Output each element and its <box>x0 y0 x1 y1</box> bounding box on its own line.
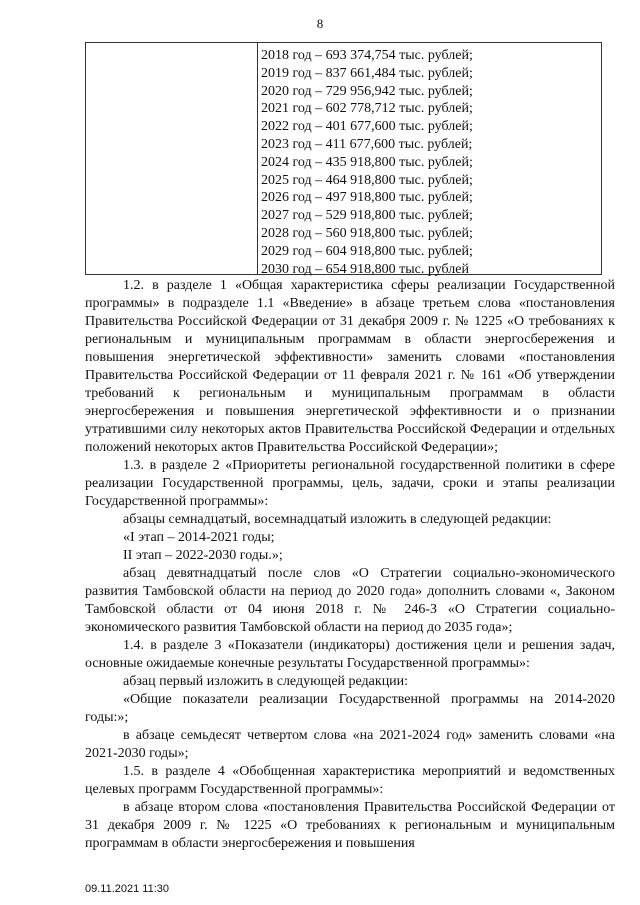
paragraph: «Общие показатели реализации Государственной программы на 2014-2020 годы:»; <box>85 692 615 725</box>
paragraph: 1.2. в разделе 1 «Общая характеристика сферы реализации Государственной программы» в подразделе 1.1 «Введение» в абзаце третьем слова «постановления Правительства Российской Федерации от 31 декабря 2009 г. № 1225 «О требованиях к региональным и муниципальным программам в области энергосбережения и повышения энергетической эффективности» заменить словами «постановления Правительства Российской Федерации от 11 февраля 2021 г. № 161 «Об утверждении требований к региональным и муниципальным программам в области энергосбережения и повышения энергетической эффективности и о признании утратившими силу некоторых актов Правительства Российской Федерации и отдельных положений некоторых актов Правительства Российской Федерации»; <box>85 278 615 455</box>
funding-row: 2026 год – 497 918,800 тыс. рублей; <box>261 190 473 206</box>
funding-row: 2024 год – 435 918,800 тыс. рублей; <box>261 154 473 170</box>
page-number: 8 <box>316 16 324 31</box>
paragraph: абзац девятнадцатый после слов «О Стратегии социально-экономического развития Тамбовской области на период до 2020 года» дополнить словами «, Законом Тамбовской области от 04 июня 2018 г. № 246-З «О Стратегии социально-экономического развития Тамбовской области на период до 2035 года»; <box>85 566 615 635</box>
paragraph: в абзаце втором слова «постановления Правительства Российской Федерации от 31 декабря 2009 г. № 1225 «О требованиях к региональным и муниципальным программам в области энергосбережения и повышения <box>85 800 615 851</box>
funding-row: 2022 год – 401 677,600 тыс. рублей; <box>261 119 473 135</box>
funding-row: 2018 год – 693 374,754 тыс. рублей; <box>261 48 473 63</box>
funding-row: 2025 год – 464 918,800 тыс. рублей; <box>261 172 473 188</box>
funding-row: 2020 год – 729 956,942 тыс. рублей; <box>261 83 473 99</box>
table-divider <box>257 43 258 274</box>
funding-list <box>261 47 473 278</box>
paragraph: абзацы семнадцатый, восемнадцатый изложить в следующей редакции: <box>123 512 552 527</box>
paragraph: «I этап – 2014-2021 годы; <box>123 530 275 545</box>
paragraph: 1.3. в разделе 2 «Приоритеты региональной государственной политики в сфере реализации Государственной программы, цель, задачи, сроки и этапы реализации Государственной программы»: <box>85 458 615 509</box>
funding-row: 2023 год – 411 677,600 тыс. рублей; <box>261 136 473 152</box>
paragraph: 1.4. в разделе 3 «Показатели (индикаторы) достижения цели и решения задач, основные ожидаемые конечные результаты Государственной программы»: <box>85 638 615 671</box>
paragraph: в абзаце семьдесят четвертом слова «на 2021-2024 год» заменить словами «на 2021-2030 годы»; <box>85 728 615 761</box>
funding-row: 2028 год – 560 918,800 тыс. рублей; <box>261 225 473 241</box>
funding-table <box>85 42 602 275</box>
funding-row: 2021 год – 602 778,712 тыс. рублей; <box>261 101 473 117</box>
funding-row: 2029 год – 604 918,800 тыс. рублей; <box>261 243 473 259</box>
footer-timestamp: 09.11.2021 11:30 <box>85 883 170 895</box>
paragraph: абзац первый изложить в следующей редакции: <box>123 674 409 689</box>
funding-row: 2019 год – 837 661,484 тыс. рублей; <box>261 65 473 81</box>
paragraph: II этап – 2022-2030 годы.»; <box>123 548 283 563</box>
document-body <box>85 277 615 853</box>
funding-row: 2030 год – 654 918,800 тыс. рублей <box>261 261 469 277</box>
paragraph: 1.5. в разделе 4 «Обобщенная характеристика мероприятий и ведомственных целевых программ Государственной программы»: <box>85 764 615 797</box>
funding-row: 2027 год – 529 918,800 тыс. рублей; <box>261 208 473 224</box>
